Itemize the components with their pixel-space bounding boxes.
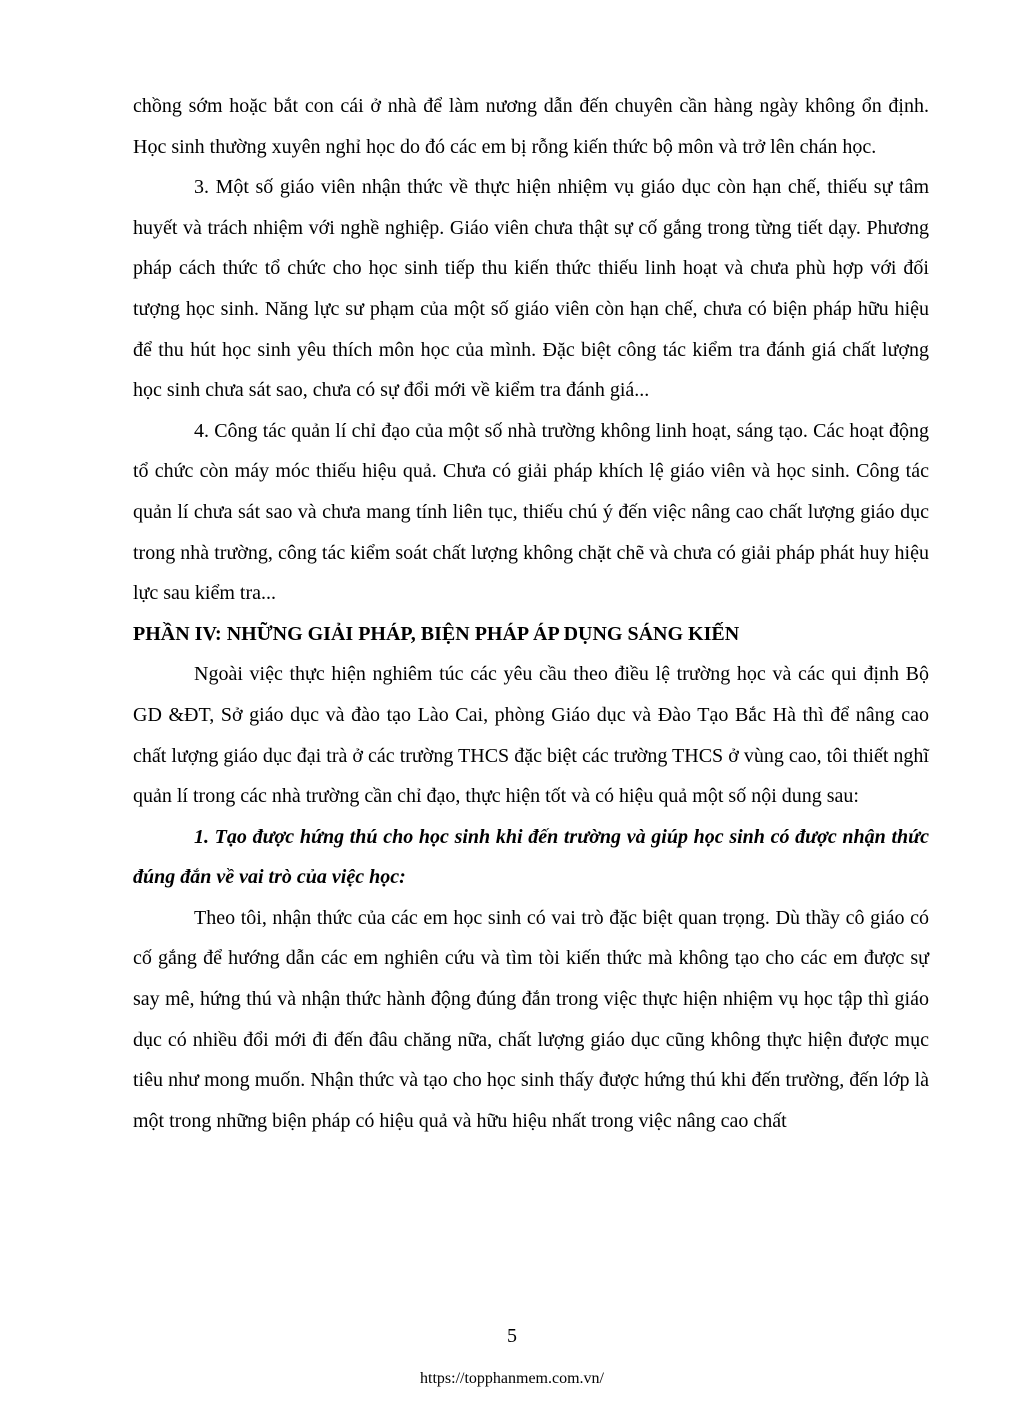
paragraph-body: Theo tôi, nhận thức của các em học sinh có vai trò đặc biệt quan trọng. Dù thầy cô giáo có cố gắng để hướng dẫn các em nghiên cứu và tìm tòi kiến thức mà không tạo cho các em được sự say mê, hứng thú và nhận thức hành động đúng đắn trong việc thực hiện nhiệm vụ học tập thì giáo dục có nhiều đổi mới đi đến đâu chăng nữa, chất lượng giáo dục cũng không thực hiện được mục tiêu như mong muốn. Nhận thức và tạo cho học sinh thấy được hứng thú khi đến trường, đến lớp là một trong những biện pháp có hiệu quả và hữu hiệu nhất trong việc nâng cao chất xyxy=(133,906,929,1132)
document-body xyxy=(133,86,929,1141)
footer-url: https://topphanmem.com.vn/ xyxy=(420,1370,604,1387)
page-number: 5 xyxy=(507,1325,517,1347)
paragraph-intro: Ngoài việc thực hiện nghiêm túc các yêu cầu theo điều lệ trường học và các qui định Bộ GD &ĐT, Sở giáo dục và đào tạo Lào Cai, phòng Giáo dục và Đào Tạo Bắc Hà thì để nâng cao chất lượng giáo dục đại trà ở các trường THCS đặc biệt các trường THCS ở vùng cao, tôi thiết nghĩ quản lí trong các nhà trường cần chỉ đạo, thực hiện tốt và có hiệu quả một số nội dung sau: xyxy=(133,663,929,808)
paragraph-continuation: chồng sớm hoặc bắt con cái ở nhà để làm nương dẫn đến chuyên cần hàng ngày không ổn định. Học sinh thường xuyên nghỉ học do đó các em bị rỗng kiến thức bộ môn và trở lên chán học. xyxy=(133,95,929,158)
subsection-heading: 1. Tạo được hứng thú cho học sinh khi đến trường và giúp học sinh có được nhận thức đúng đắn về vai trò của việc học: xyxy=(133,825,929,889)
paragraph-item-4: 4. Công tác quản lí chỉ đạo của một số nhà trường không linh hoạt, sáng tạo. Các hoạt động tổ chức còn máy móc thiếu hiệu quả. Chưa có giải pháp khích lệ giáo viên và học sinh. Công tác quản lí chưa sát sao và chưa mang tính liên tục, thiếu chú ý đến việc nâng cao chất lượng giáo dục trong nhà trường, công tác kiểm soát chất lượng không chặt chẽ và chưa có giải pháp phát huy hiệu lực sau kiểm tra... xyxy=(133,419,929,605)
paragraph-item-3: 3. Một số giáo viên nhận thức về thực hiện nhiệm vụ giáo dục còn hạn chế, thiếu sự tâm huyết và trách nhiệm với nghề nghiệp. Giáo viên chưa thật sự cố gắng trong từng tiết dạy. Phương pháp cách thức tổ chức cho học sinh tiếp thu kiến thức thiếu linh hoạt và chưa phù hợp với đối tượng học sinh. Năng lực sư phạm của một số giáo viên còn hạn chế, chưa có biện pháp hữu hiệu để thu hút học sinh yêu thích môn học của mình. Đặc biệt công tác kiểm tra đánh giá chất lượng học sinh chưa sát sao, chưa có sự đổi mới về kiểm tra đánh giá... xyxy=(133,176,929,402)
section-heading: PHẦN IV: NHỮNG GIẢI PHÁP, BIỆN PHÁP ÁP DỤNG SÁNG KIẾN xyxy=(133,622,740,645)
